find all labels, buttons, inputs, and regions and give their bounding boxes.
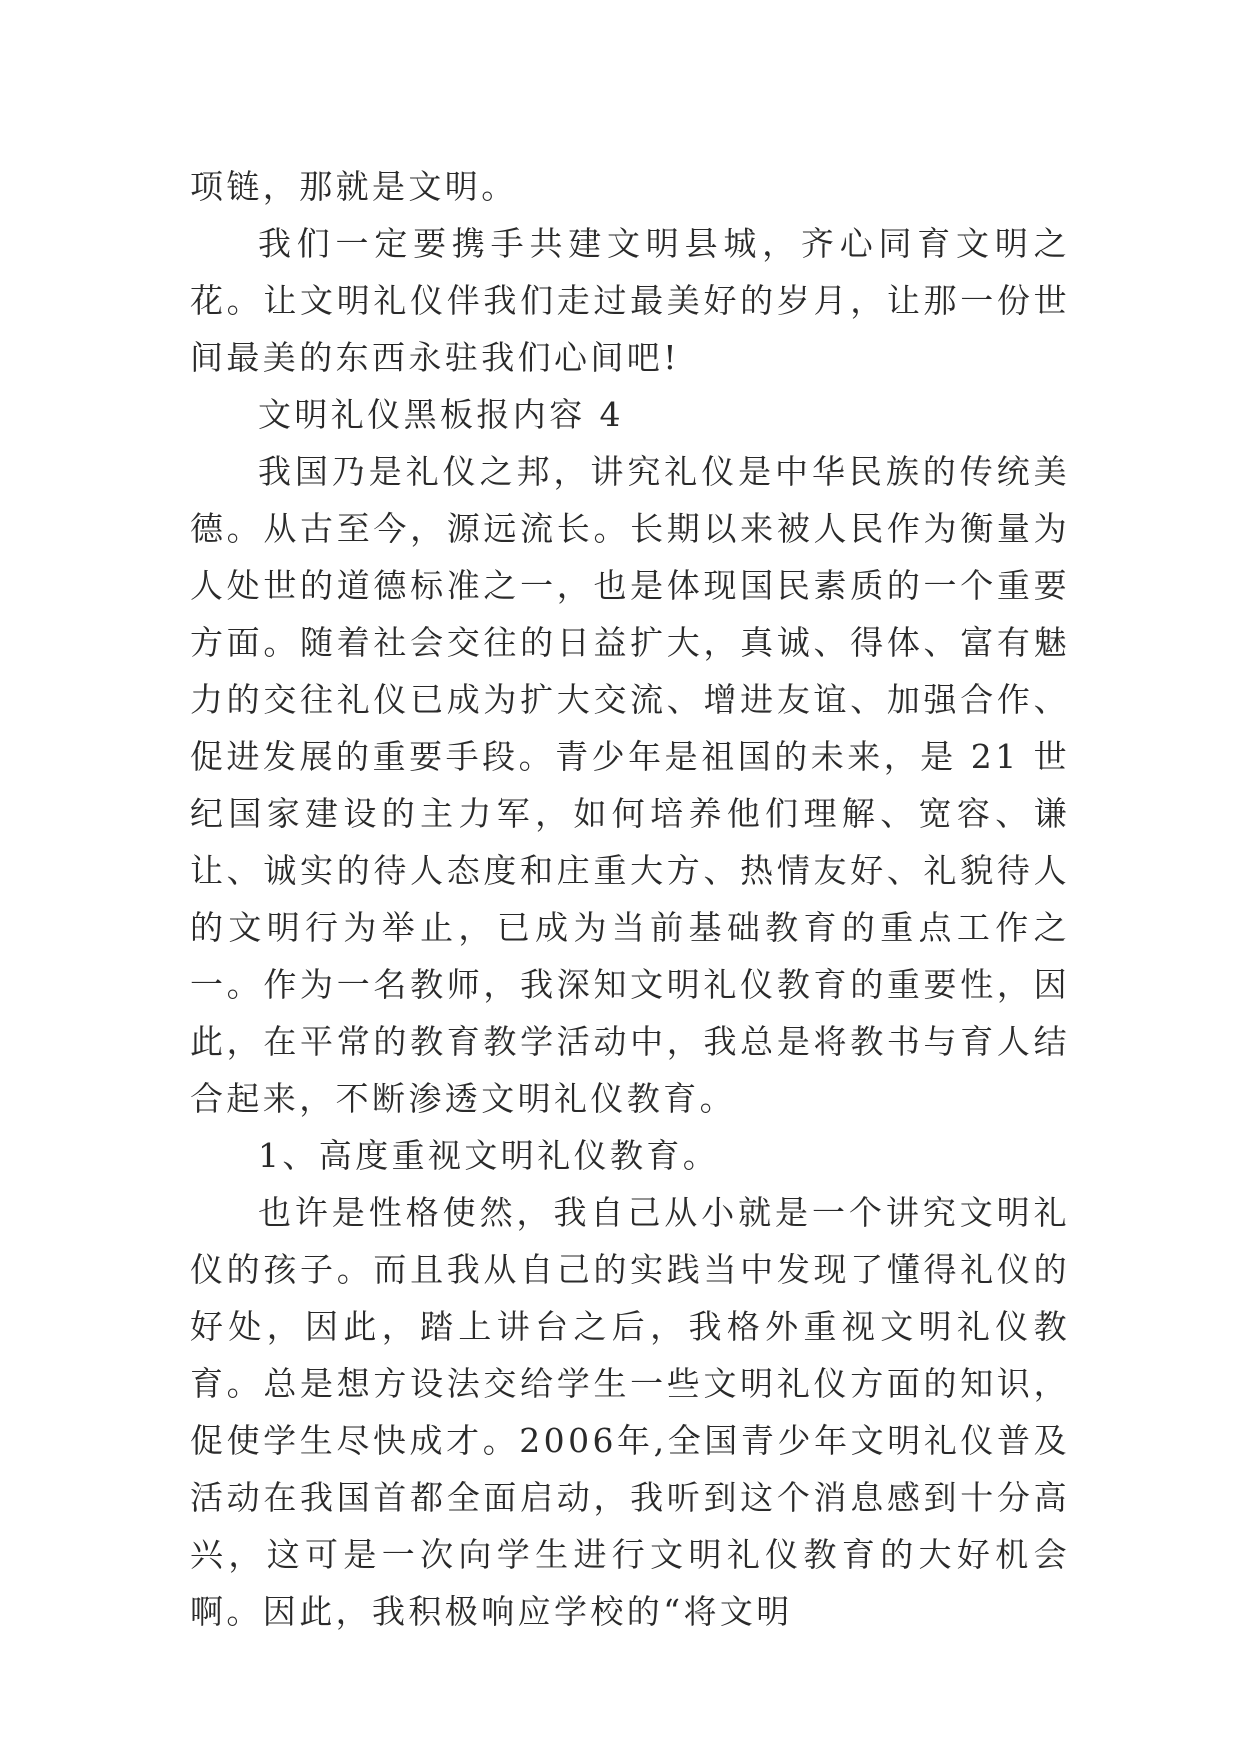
paragraph-4: 也许是性格使然，我自己从小就是一个讲究文明礼仪的孩子。而且我从自己的实践当中发现了懂得礼仪的好处，因此，踏上讲台之后，我格外重视文明礼仪教育。总是想方设法交给学生一些文明礼仪方面的知识，促使学生尽快成才。2006年,全国青少年文明礼仪普及活动在我国首都全面启动，我听到这个消息感到十分高兴，这可是一次向学生进行文明礼仪教育的大好机会啊。因此，我积极响应学校的“将文明	[190, 1193, 1070, 1631]
paragraph-3: 我国乃是礼仪之邦，讲究礼仪是中华民族的传统美德。从古至今，源远流长。长期以来被人民作为衡量为人处世的道德标准之一，也是体现国民素质的一个重要方面。随着社会交往的日益扩大，真诚、得体、富有魅力的交往礼仪已成为扩大交流、增进友谊、加强合作、促进发展的重要手段。青少年是祖国的未来，是 21 世纪国家建设的主力军，如何培养他们理解、宽容、谦让、诚实的待人态度和庄重大方、热情友好、礼貌待人的文明行为举止，已成为当前基础教育的重点工作之一。作为一名教师，我深知文明礼仪教育的重要性，因此，在平常的教育教学活动中，我总是将教书与育人结合起来，不断渗透文明礼仪教育。	[190, 452, 1070, 1118]
paragraph-1: 项链，那就是文明。	[190, 167, 518, 206]
subsection-heading: 1、高度重视文明礼仪教育。	[258, 1136, 720, 1175]
paragraph-2: 我们一定要携手共建文明县城，齐心同育文明之花。让文明礼仪伴我们走过最美好的岁月，让那一份世间最美的东西永驻我们心间吧!	[190, 224, 1070, 377]
document-body	[190, 158, 1070, 1640]
section-heading: 文明礼仪黑板报内容 4	[258, 395, 624, 434]
